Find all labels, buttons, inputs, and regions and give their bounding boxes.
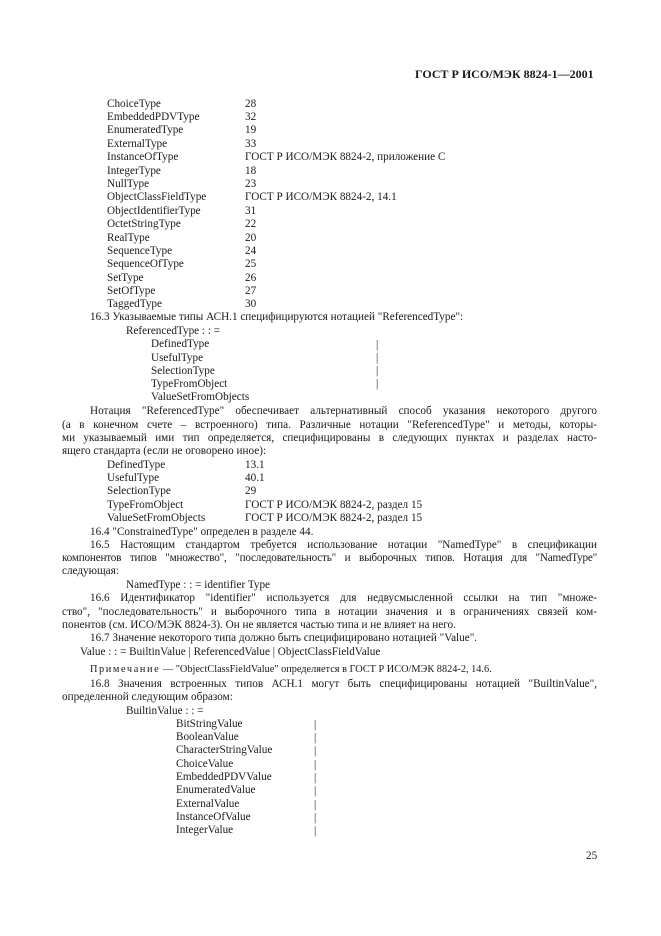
alternative-item: InstanceOfValue	[176, 811, 251, 823]
value-production: Value : : = BuiltinValue | ReferencedValue | ObjectClassFieldValue	[80, 646, 381, 658]
type-ref: 22	[245, 218, 257, 230]
type-name: SelectionType	[107, 485, 171, 497]
type-name: InstanceOfType	[107, 151, 179, 163]
type-name: NullType	[107, 178, 150, 190]
type-ref: 33	[245, 138, 257, 150]
type-name: DefinedType	[107, 459, 166, 471]
alternative-bar: |	[314, 745, 317, 757]
type-ref: 31	[245, 205, 257, 217]
paragraph-line: Нотация "ReferencedType" обеспечивает альтернативный способ указания некоторого другого	[90, 405, 597, 417]
type-ref: 19	[245, 124, 257, 136]
type-name: TaggedType	[107, 298, 162, 310]
paragraph-line: ство", "последовательность" и выборочного типа в нотации значения и в ограничениях связей ком-	[62, 606, 597, 618]
type-name: OctetStringType	[107, 218, 181, 230]
type-ref: 20	[245, 232, 257, 244]
alternative-bar: |	[314, 825, 317, 837]
named-type-production: NamedType : : = identifier Type	[126, 579, 271, 591]
type-ref: ГОСТ Р ИСО/МЭК 8824-2, раздел 15	[245, 499, 423, 511]
alternative-item: ValueSetFromObjects	[151, 391, 250, 403]
alternative-item: EnumeratedValue	[176, 784, 256, 796]
alternative-item: BitStringValue	[176, 718, 243, 730]
type-name: ChoiceType	[107, 98, 161, 110]
alternative-bar: |	[376, 365, 379, 377]
clause-16-3-text: 16.3 Указываемые типы АСН.1 специфицируются нотацией "ReferencedType":	[90, 311, 464, 323]
paragraph-line: ящего стандарта (если не оговорено иное):	[62, 445, 267, 457]
type-ref: 23	[245, 178, 257, 190]
referenced-type-production: ReferencedType : : =	[126, 325, 221, 337]
type-name: EmbeddedPDVType	[107, 111, 200, 123]
type-name: UsefulType	[107, 472, 160, 484]
paragraph-line: 16.6 Идентификатор "identifier" используется для недвусмысленной ссылки на тип "множе-	[90, 592, 597, 604]
alternative-bar: |	[376, 339, 379, 351]
paragraph-line: ми указываемый ими тип определяется, специфицированы в следующих пунктах и разделах насто-	[62, 432, 597, 444]
alternative-bar: |	[314, 785, 317, 797]
paragraph-line: следующая:	[62, 565, 119, 577]
paragraph-line: 16.8 Значения встроенных типов АСН.1 могут быть специфицированы нотацией "BuiltinValue",	[90, 678, 597, 690]
page-header-title: ГОСТ Р ИСО/МЭК 8824-1—2001	[415, 67, 594, 81]
note-label: Примечание	[90, 664, 161, 675]
type-name: ObjectClassFieldType	[107, 191, 207, 203]
alternative-item: SelectionType	[151, 365, 215, 377]
alternative-item: ChoiceValue	[176, 758, 234, 770]
type-name: IntegerType	[107, 165, 161, 177]
alternative-bar: |	[314, 799, 317, 811]
alternative-item: BooleanValue	[176, 731, 239, 743]
type-ref: ГОСТ Р ИСО/МЭК 8824-2, 14.1	[245, 191, 397, 203]
alternative-bar: |	[314, 812, 317, 824]
note	[90, 663, 492, 676]
alternative-item: UsefulType	[151, 352, 204, 364]
paragraph-line: 16.5 Настоящим стандартом требуется использование нотации "NamedType" в спецификации	[90, 539, 597, 551]
page-number: 25	[586, 850, 598, 862]
type-name: SequenceOfType	[107, 258, 184, 270]
clause-16-4-text: 16.4 "ConstrainedType" определен в разделе 44.	[90, 526, 314, 538]
type-ref: 27	[245, 285, 257, 297]
alternative-item: CharacterStringValue	[176, 744, 273, 756]
type-ref: 26	[245, 272, 257, 284]
type-name: SetType	[107, 272, 144, 284]
type-name: TypeFromObject	[107, 499, 184, 511]
alternative-bar: |	[314, 759, 317, 771]
type-ref: ГОСТ Р ИСО/МЭК 8824-2, приложение С	[245, 151, 446, 163]
type-ref: 30	[245, 298, 257, 310]
alternative-bar: |	[376, 352, 379, 364]
type-ref: 13.1	[245, 459, 265, 471]
paragraph-line: компонентов типов "множество", "последовательность" и выборочных типов. Нотация для "NamedType"	[62, 552, 597, 564]
alternative-bar: |	[314, 719, 317, 731]
type-ref: ГОСТ Р ИСО/МЭК 8824-2, раздел 15	[245, 512, 423, 524]
alternative-item: TypeFromObject	[151, 378, 228, 390]
type-ref: 25	[245, 258, 257, 270]
type-name: EnumeratedType	[107, 124, 184, 136]
type-ref: 18	[245, 165, 257, 177]
type-ref: 32	[245, 111, 257, 123]
alternative-item: IntegerValue	[176, 824, 234, 836]
type-ref: 28	[245, 98, 257, 110]
paragraph-line: (а в конечном счете – встроенного) типа. Различные нотации "ReferencedType" и методы, которы-	[62, 419, 597, 431]
type-name: SequenceType	[107, 245, 173, 257]
alternative-bar: |	[314, 772, 317, 784]
type-name: ObjectIdentifierType	[107, 205, 201, 217]
type-name: SetOfType	[107, 285, 156, 297]
type-ref: 29	[245, 485, 257, 497]
type-name: RealType	[107, 232, 150, 244]
type-ref: 40.1	[245, 472, 265, 484]
alternative-bar: |	[376, 378, 379, 390]
alternative-item: ExternalValue	[176, 798, 240, 810]
paragraph-line: понентов (см. ИСО/МЭК 8824-3). Он не является частью типа и не влияет на него.	[62, 619, 456, 631]
alternative-item: DefinedType	[151, 338, 210, 350]
builtin-value-production: BuiltinValue : : =	[126, 705, 204, 717]
paragraph-line: определенной следующим образом:	[62, 691, 233, 703]
note-text: — "ObjectClassFieldValue" определяется в ГОСТ Р ИСО/МЭК 8824-2, 14.6.	[162, 664, 492, 675]
clause-16-7-text: 16.7 Значение некоторого типа должно быть специфицировано нотацией "Value".	[90, 632, 478, 644]
type-name: ValueSetFromObjects	[107, 512, 206, 524]
alternative-item: EmbeddedPDVValue	[176, 771, 272, 783]
alternative-bar: |	[314, 732, 317, 744]
type-name: ExternalType	[107, 138, 168, 150]
type-ref: 24	[245, 245, 257, 257]
